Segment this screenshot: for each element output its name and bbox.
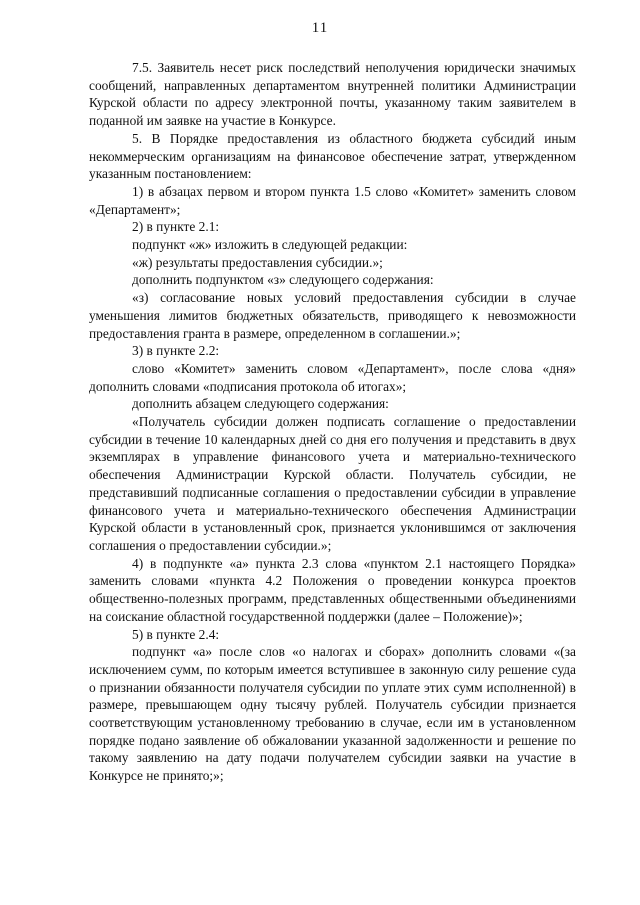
paragraph-add-abzac-intro: дополнить абзацем следующего содержания: [132,396,389,412]
paragraph-item-2: 2) в пункте 2.1: [132,219,220,235]
page-number: 11 [311,20,329,36]
paragraph-subitem-a-taxes: подпункт «а» после слов «о налогах и сборах» дополнить словами «(за исключением сумм, по которым имеется вступившее в законную силу решение суда о признании обязанности получателя субсидии по уплате этих сумм исполненной) в размере, превышающем одну тысячу рублей. Получатель субсидии признается соответствующим установленному требованию в случае, если им в установленном порядке подано заявление об обжаловании указанной задолженности и решение по такому заявлению на дату подачи получателем субсидии заявки на участие в Конкурсе не принято;»; [89,644,576,784]
paragraph-recipient-agreement: «Получатель субсидии должен подписать соглашение о предоставлении субсидии в течение 10 календарных дней со дня его получения и представить в двух экземплярах в управление финансового учета и материально-технического обеспечения Администрации Курской области. Получатель субсидии, не представивший подписанные соглашения о предоставлении субсидии в управление финансового учета и материально-технического обеспечения Администрации Курской области в установленный срок, признается уклонившимся от заключения соглашения о предоставлении субсидии.»; [89,414,576,553]
paragraph-item-3: 3) в пункте 2.2: [132,343,220,359]
paragraph-item-5: 5) в пункте 2.4: [132,626,220,642]
paragraph-5-amendments: 5. В Порядке предоставления из областного бюджета субсидий иным некоммерческим организациям на финансовое обеспечение затрат, утвержденном указанным постановлением: [89,130,576,182]
document-body [89,59,576,785]
paragraph-subitem-zh-text: «ж) результаты предоставления субсидии.»; [132,254,383,270]
paragraph-item-1: 1) в абзацах первом и втором пункта 1.5 слово «Комитет» заменить словом «Департамент»; [89,183,576,217]
paragraph-subitem-z-text: «з) согласование новых условий предоставления субсидии в случае уменьшения лимитов бюджетных обязательств, приводящего к невозможности предоставления гранта в размере, определенном в соглашении.»; [89,290,576,341]
paragraph-replace-committee: слово «Комитет» заменить словом «Департамент», после слова «дня» дополнить словами «подписания протокола об итогах»; [89,360,576,394]
paragraph-7-5: 7.5. Заявитель несет риск последствий неполучения юридически значимых сообщений, направленных департаментом внутренней политики Администрации Курской области по адресу электронной почты, указанному таким заявителем в поданной им заявке на участие в Конкурсе. [89,60,576,129]
paragraph-item-4: 4) в подпункте «а» пункта 2.3 слова «пунктом 2.1 настоящего Порядка» заменить словами «пункта 4.2 Положения о проведении конкурса проектов общественно-полезных программ, представленных общественными объединениями на соискание областной государственной поддержки (далее – Положение)»; [89,555,576,624]
paragraph-subitem-zh-intro: подпункт «ж» изложить в следующей редакции: [132,237,408,253]
paragraph-subitem-z-intro: дополнить подпунктом «з» следующего содержания: [132,272,434,288]
